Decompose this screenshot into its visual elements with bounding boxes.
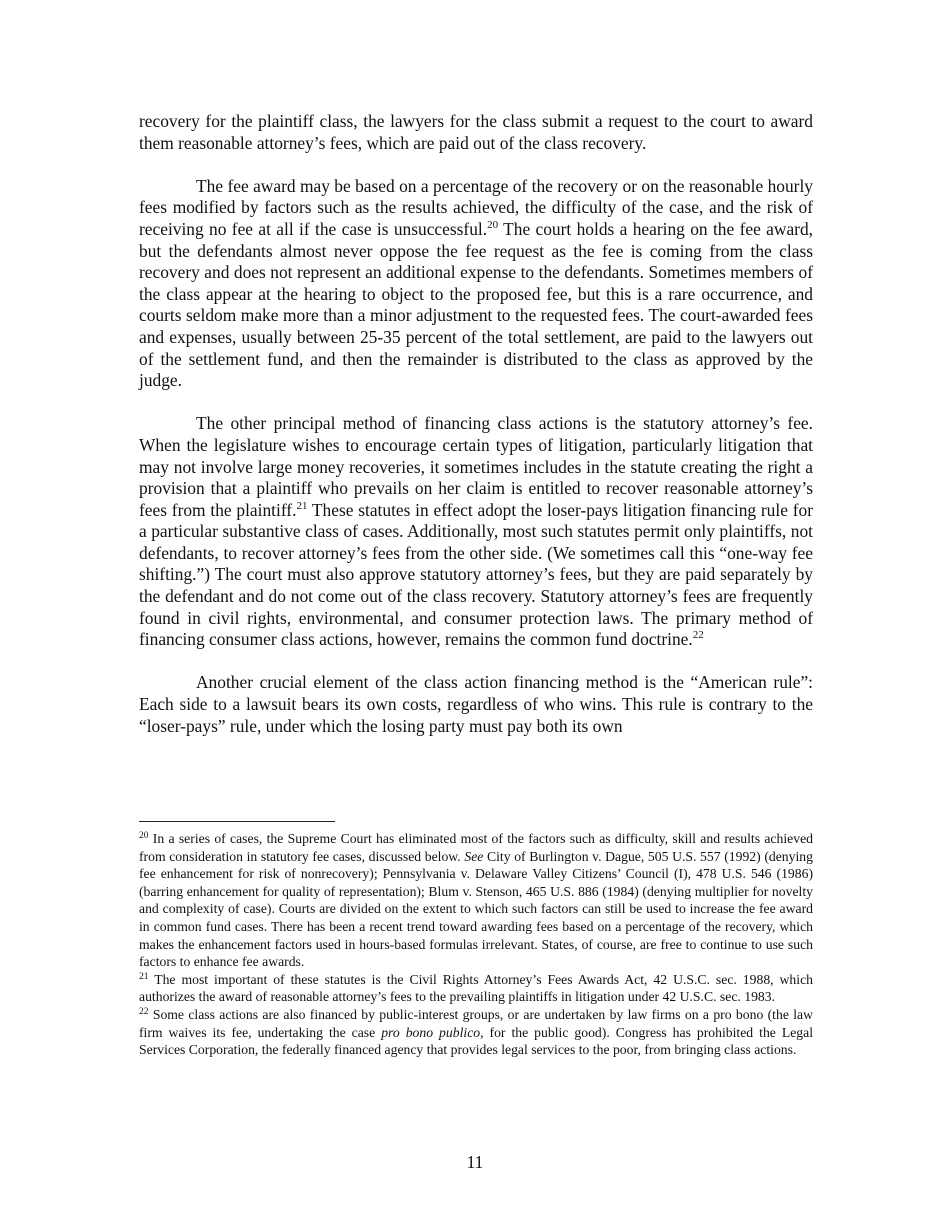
footnote-20-text-a: In a series of cases, the Supreme Court has eliminated most of the factors such as difficulty, skill and results achieved from consideration in statutory fee cases, discussed below. bbox=[139, 831, 813, 864]
paragraph-2-text-a: The fee award may be based on a percentage of the recovery or on the reasonable hourly fees modified by factors such as the results achieved, the difficulty of the case, and the risk of receiving no fee at all if the case is unsuccessful. bbox=[139, 175, 813, 239]
footnote-22-italic: pro bono publico bbox=[381, 1024, 481, 1040]
page-number: 11 bbox=[466, 1152, 484, 1172]
footnote-separator bbox=[139, 821, 335, 822]
footnote-ref-22[interactable]: 22 bbox=[692, 629, 704, 642]
footnote-ref-21[interactable]: 21 bbox=[296, 499, 308, 512]
footnote-number-22: 22 bbox=[139, 1006, 149, 1017]
paragraph-2-text-b: The court holds a hearing on the fee award, but the defendants almost never oppose the fee request as the fee is coming from the class recovery and does not represent an additional expense to the defendants. Sometimes members of the class appear at the hearing to object to the proposed fee, but this is a rare occurrence, and courts seldom make more than a minor adjustment to the requested fees. The court-awarded fees and expenses, usually between 25-35 percent of the total settlement, are paid to the lawyers out of the settlement fund, and then the remainder is distributed to the class as approved by the judge. bbox=[139, 218, 813, 391]
paragraph-4-text: Another crucial element of the class action financing method is the “American rule”: Each side to a lawsuit bears its own costs, regardless of who wins. This rule is contrary to the “loser-pays” rule, under which the losing party must pay both its own bbox=[139, 672, 813, 736]
footnote-21-text: The most important of these statutes is the Civil Rights Attorney’s Fees Awards Act, 42 U.S.C. sec. 1988, which authorizes the award of reasonable attorney’s fees to the prevailing plaintiffs in litigation under 42 U.S.C. sec. 1983. bbox=[139, 971, 813, 1005]
footnote-21 bbox=[139, 971, 813, 1006]
footnote-20 bbox=[139, 830, 813, 971]
paragraph-2 bbox=[139, 176, 813, 392]
body-text bbox=[139, 111, 813, 759]
footnote-20-text-b: City of Burlington v. Dague, 505 U.S. 557 (1992) (denying fee enhancement for risk of nonrecovery); Pennsylvania v. Delaware Valley Citizens’ Council (I), 478 U.S. 546 (1986) (barring enhancement for quality of representation); Blum v. Stenson, 465 U.S. 886 (1984) (denying multiplier for novelty and complexity of case). Courts are divided on the extent to which such factors can still be used to increase the fee award in common fund cases. There has been a recent trend toward awarding fees based on a percentage of the recovery, which makes the enhancement factors used in hours-based formulas irrelevant. States, of course, are free to continue to use such factors to enhance fee awards. bbox=[139, 848, 813, 970]
paragraph-1 bbox=[139, 111, 813, 154]
footnote-number-21: 21 bbox=[139, 971, 149, 982]
footnote-20-see: See bbox=[464, 848, 484, 864]
paragraph-4 bbox=[139, 672, 813, 737]
footnote-number-20: 20 bbox=[139, 831, 149, 841]
footnote-ref-20[interactable]: 20 bbox=[487, 218, 499, 231]
paragraph-1-text: recovery for the plaintiff class, the lawyers for the class submit a request to the court to award them reasonable attorney’s fees, which are paid out of the class recovery. bbox=[139, 111, 813, 153]
footnotes bbox=[139, 830, 813, 1059]
footnote-22-text-a: Some class actions are also financed by public-interest groups, or are undertaken by law firms on a pro bono (the law firm waives its fee, undertaking the case bbox=[139, 1006, 813, 1040]
paragraph-3-text-b: These statutes in effect adopt the loser-pays litigation financing rule for a particular substantive class of cases. Additionally, most such statutes permit only plaintiffs, not defendants, to recover attorney’s fees from the other side. (We sometimes call this “one-way fee shifting.”) The court must also approve statutory attorney’s fees, but they are paid separately by the defendant and do not come out of the class recovery. Statutory attorney’s fees are frequently found in civil rights, environmental, and consumer protection laws. The primary method of financing consumer class actions, however, remains the common fund doctrine. bbox=[139, 499, 813, 650]
paragraph-3-text-a: The other principal method of financing class actions is the statutory attorney’s fee. When the legislature wishes to encourage certain types of litigation, particularly litigation that may not involve large money recoveries, it sometimes includes in the statute creating the right a provision that a plaintiff who prevails on her claim is entitled to recover reasonable attorney’s fees from the plaintiff. bbox=[139, 413, 813, 520]
paragraph-3 bbox=[139, 413, 813, 651]
footnote-22-text-b: , for the public good). Congress has prohibited the Legal Services Corporation, the federally financed agency that provides legal services to the poor, from bringing class actions. bbox=[139, 1024, 814, 1058]
footnote-22 bbox=[139, 1006, 813, 1059]
